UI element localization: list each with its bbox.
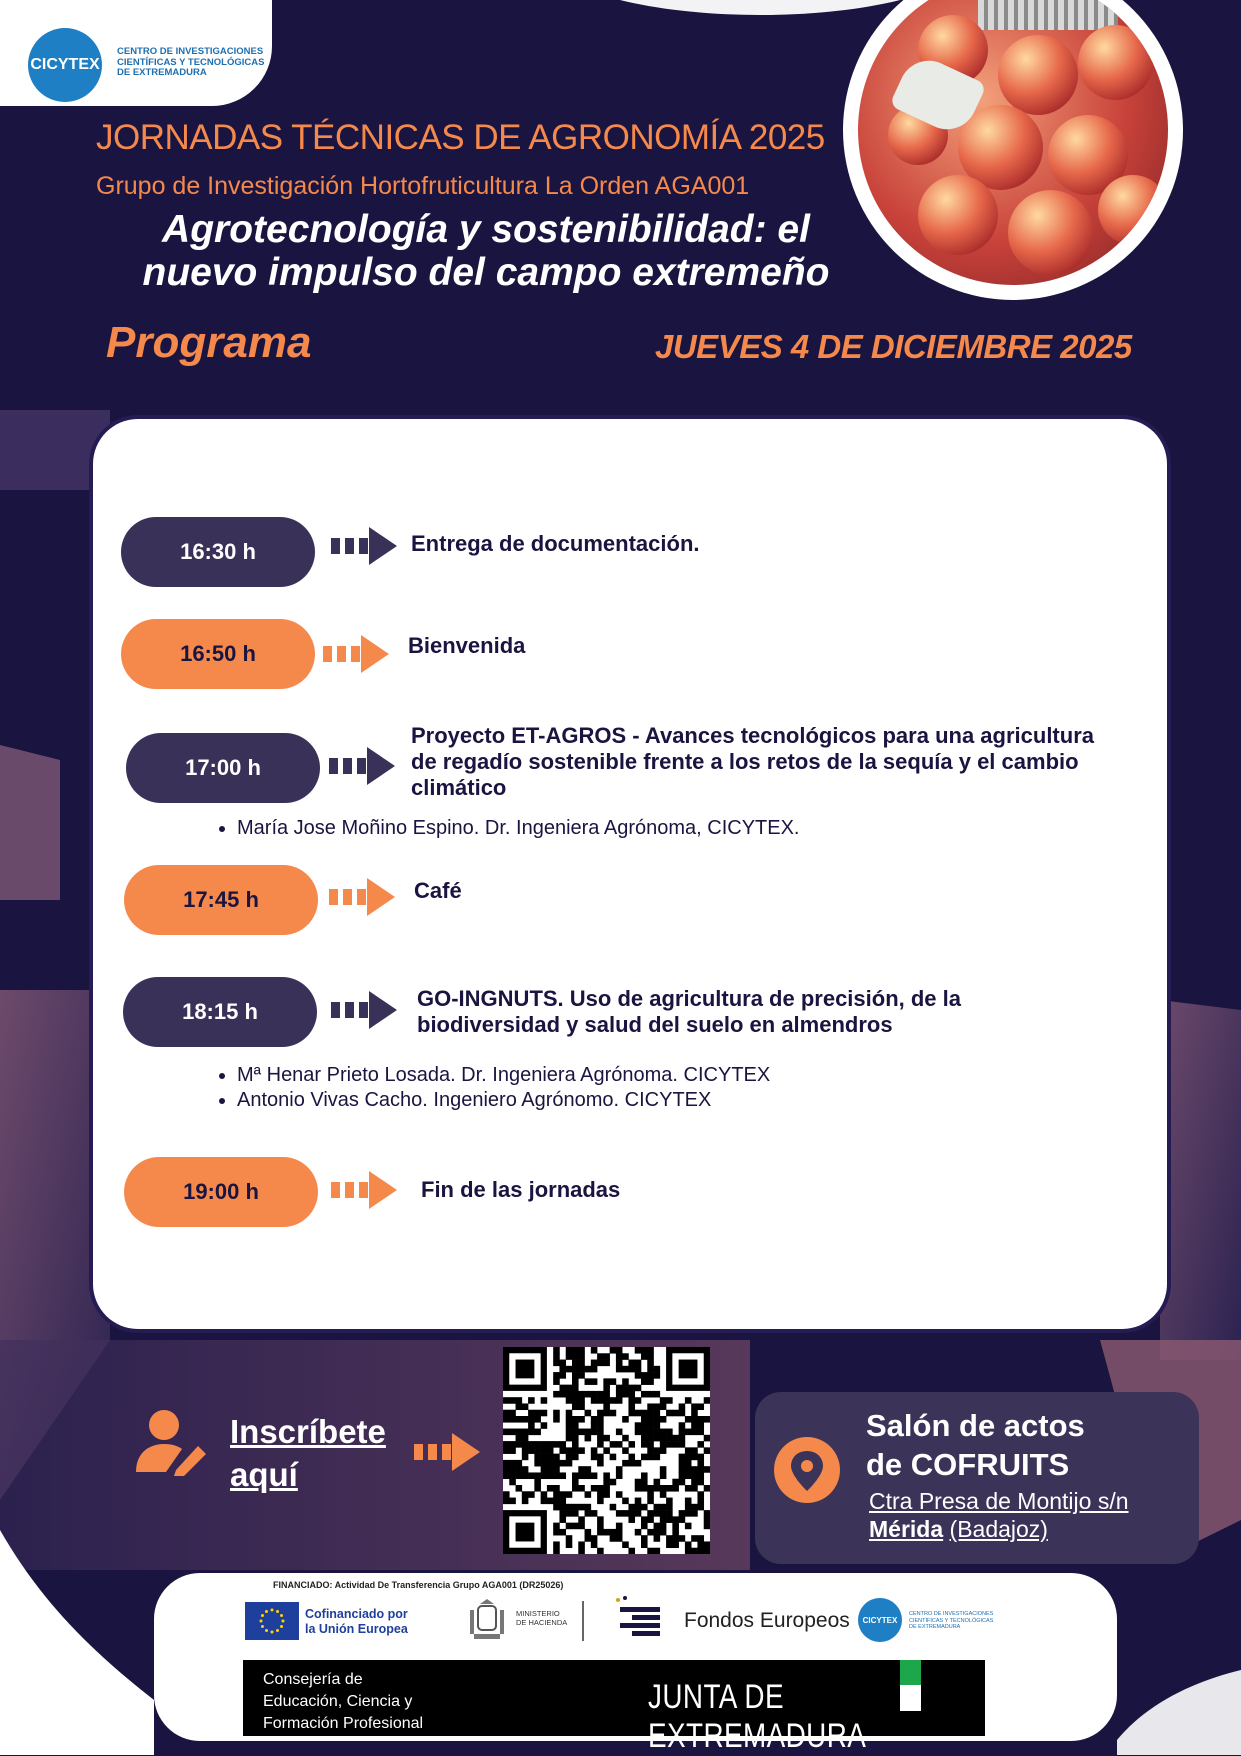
program-item-title — [421, 1177, 1121, 1203]
program-item-title — [408, 633, 1128, 659]
ministry-line: DE HACIENDA — [516, 1618, 568, 1627]
logo-line: CIENTÍFICAS Y TECNOLÓGICAS — [909, 1617, 994, 1624]
logo-line: CENTRO DE INVESTIGACIONES — [117, 46, 264, 57]
title-line: climático — [411, 775, 507, 800]
event-title: JORNADAS TÉCNICAS DE AGRONOMÍA 2025 — [96, 118, 825, 157]
program-card — [93, 419, 1167, 1329]
header-logo — [0, 0, 272, 106]
ministry-line: MINISTERIO — [516, 1609, 560, 1618]
time-pill: 18:15 h — [123, 977, 317, 1047]
speaker-list — [211, 816, 1137, 841]
arrow-icon — [329, 747, 395, 785]
registration-qr-code[interactable] — [503, 1347, 710, 1554]
eu-line: la Unión Europea — [305, 1622, 408, 1636]
location-pin-icon — [774, 1437, 840, 1503]
speaker-list — [211, 1063, 1137, 1113]
logo-line: CENTRO DE INVESTIGACIONES — [909, 1611, 994, 1617]
crate — [978, 0, 1118, 30]
junta-banner — [243, 1660, 985, 1755]
venue-city: Mérida — [869, 1516, 944, 1542]
consejeria-line: Consejería de — [263, 1671, 363, 1688]
program-item-title — [411, 531, 1131, 557]
signup-link[interactable] — [230, 1410, 386, 1496]
extremadura-flag-icon — [900, 1660, 921, 1736]
event-subtitle — [96, 208, 876, 294]
financing-note: FINANCIADO: Actividad De Transferencia Grupo AGA001 (DR25026) — [273, 1580, 564, 1590]
time-pill: 16:50 h — [121, 619, 315, 689]
venue-address[interactable] — [869, 1487, 1189, 1543]
consejeria-name — [263, 1669, 463, 1735]
event-date: JUEVES 4 DE DICIEMBRE 2025 — [655, 328, 1132, 365]
arrow-icon — [414, 1433, 480, 1471]
coat-of-arms-icon — [464, 1598, 510, 1644]
subtitle-line: Agrotecnología y sostenibilidad: el — [162, 208, 810, 251]
signup-line: Inscríbete — [230, 1413, 386, 1450]
title-line: Fin de las jornadas — [421, 1177, 621, 1202]
title-line: GO-INGNUTS. Uso de agricultura de precisión, de la — [417, 986, 961, 1011]
speaker: • Antonio Vivas Cacho. Ingeniero Agrónomo. CICYTEX — [237, 1088, 1137, 1113]
time-pill: 16:30 h — [121, 517, 315, 587]
signup-line: aquí — [230, 1456, 298, 1493]
junta-name: JUNTA DE EXTREMADURA — [648, 1678, 867, 1755]
title-line: de regadío sostenible frente a los retos de la sequía y el cambio — [411, 749, 1079, 774]
title-line: Bienvenida — [408, 633, 526, 658]
group-name: Grupo de Investigación Hortofruticultura La Orden AGA001 — [96, 172, 750, 200]
venue-province: (Badajoz) — [949, 1516, 1048, 1542]
venue-name — [866, 1406, 1186, 1484]
program-item-title — [414, 878, 1114, 904]
arrow-icon — [331, 527, 397, 565]
consejeria-line: Educación, Ciencia y — [263, 1693, 413, 1710]
eu-cofinancing — [305, 1607, 415, 1637]
arrow-icon — [329, 878, 395, 916]
logo-line: DE EXTREMADURA — [117, 67, 207, 78]
ministry-name — [516, 1609, 586, 1627]
subtitle-line: nuevo impulso del campo extremeño — [142, 251, 830, 294]
logo-line: CIENTÍFICAS Y TECNOLÓGICAS — [117, 56, 265, 68]
time-pill: 17:45 h — [124, 865, 318, 935]
fondos-europeos-label: Fondos Europeos — [684, 1609, 850, 1632]
title-line: Entrega de documentación. — [411, 531, 700, 556]
venue-name-line: de COFRUITS — [866, 1447, 1070, 1482]
title-line: biodiversidad y salud del suelo en almendros — [417, 1012, 893, 1037]
cicytex-logo-text — [909, 1611, 1009, 1631]
eu-line: Cofinanciado por — [305, 1607, 408, 1621]
arrow-icon — [323, 635, 389, 673]
venue-street: Ctra Presa de Montijo s/n — [869, 1488, 1129, 1514]
consejeria-line: Formación Profesional — [263, 1715, 424, 1732]
speaker: • Mª Henar Prieto Losada. Dr. Ingeniera Agrónoma. CICYTEX — [237, 1063, 1137, 1088]
venue-name-line: Salón de actos — [866, 1408, 1085, 1443]
program-heading: Programa — [106, 318, 312, 367]
program-item-title — [411, 723, 1151, 801]
venue-card — [755, 1392, 1199, 1564]
user-edit-icon — [136, 1408, 206, 1476]
sponsors-panel — [154, 1573, 1117, 1755]
title-line: Café — [414, 878, 462, 903]
fondos-europeos-icon — [612, 1595, 664, 1641]
cicytex-logo-mark: CICYTEX — [28, 28, 102, 102]
divider — [582, 1601, 584, 1641]
time-pill: 17:00 h — [126, 733, 320, 803]
cicytex-logo-text — [117, 47, 267, 79]
program-item-title — [417, 986, 1117, 1038]
eu-flag-icon — [245, 1602, 299, 1640]
time-pill: 19:00 h — [124, 1157, 318, 1227]
logo-line: DE EXTREMADURA — [909, 1624, 961, 1630]
title-line: Proyecto ET-AGROS - Avances tecnológicos para una agricultura — [411, 723, 1094, 748]
speaker: • María Jose Moñino Espino. Dr. Ingeniera Agrónoma, CICYTEX. — [237, 816, 1137, 841]
cicytex-logo-mark: CICYTEX — [858, 1598, 902, 1642]
arrow-icon — [331, 991, 397, 1029]
arrow-icon — [331, 1171, 397, 1209]
